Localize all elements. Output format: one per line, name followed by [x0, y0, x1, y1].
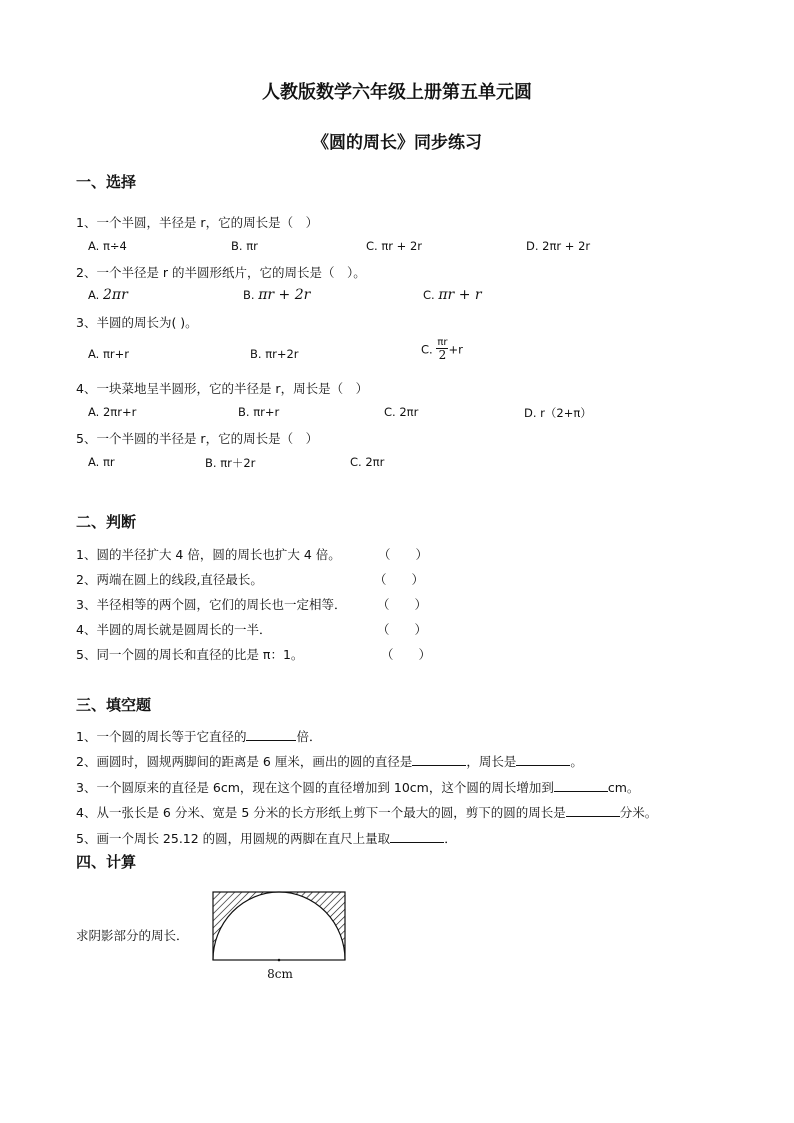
choice-q2-option-a-math: 2πr: [102, 287, 128, 303]
choice-q4-option-d[interactable]: D. r（2+π）: [524, 406, 592, 420]
fill-q2: 2、画圆时，圆规两脚间的距离是 6 厘米，画出的圆的直径是 ，周长是 。: [76, 754, 583, 769]
choice-q1-stem: 1、一个半圆，半径是 r，它的周长是（ ）: [76, 215, 319, 230]
judge-q2-text: 2、两端在圆上的线段,直径最长。: [76, 572, 263, 587]
choice-q3-option-a[interactable]: A. πr+r: [88, 347, 129, 361]
center-point: [278, 959, 281, 962]
fill-q5: 5、画一个周长 25.12 的圆，用圆规的两脚在直尺上量取 ．: [76, 831, 457, 846]
choice-q2-option-c-math: πr + r: [438, 287, 482, 303]
dimension-label: 8cm: [267, 967, 293, 981]
fill-q2-blank-circumference[interactable]: [516, 753, 570, 766]
fill-q5-blank[interactable]: [390, 830, 444, 843]
fill-q3-blank[interactable]: [554, 779, 608, 792]
judge-q4-text: 4、半圆的周长就是圆周长的一半．: [76, 622, 272, 637]
fill-q4: 4、从一张长是 6 分米、宽是 5 分米的长方形纸上剪下一个最大的圆，剪下的圆的周长是 分米。: [76, 805, 658, 820]
section-fill-heading: 三、填空题: [76, 696, 152, 714]
judge-q3-text: 3、半径相等的两个圆，它们的周长也一定相等．: [76, 597, 347, 612]
section-choice-heading: 一、选择: [76, 173, 137, 191]
section-judge-heading: 二、判断: [76, 513, 137, 531]
fill-q1: 1、一个圆的周长等于它直径的 倍．: [76, 729, 322, 744]
choice-q3-fraction: $\frac{\pi r}{2}$: [437, 337, 448, 362]
shaded-area-figure: [205, 886, 355, 982]
choice-q5-option-c[interactable]: C. 2πr: [350, 455, 385, 469]
choice-q2-option-b[interactable]: B. πr + 2r: [243, 287, 311, 303]
judge-q5-text: 5、同一个圆的周长和直径的比是 π：1。: [76, 647, 304, 662]
choice-q1-option-c[interactable]: C. πr + 2r: [366, 239, 422, 253]
judge-q1-text: 1、圆的半径扩大 4 倍，圆的周长也扩大 4 倍。: [76, 547, 341, 562]
hatched-region: [213, 892, 345, 960]
choice-q5-stem: 5、一个半圆的半径是 r，它的周长是（ ）: [76, 431, 319, 446]
section-calc-heading: 四、计算: [76, 853, 137, 871]
choice-q2-stem: 2、一个半径是 r 的半圆形纸片，它的周长是（ ）。: [76, 265, 366, 280]
choice-q4-stem: 4、一块菜地呈半圆形，它的半径是 r，周长是（ ）: [76, 381, 369, 396]
judge-q3-answer[interactable]: （ ）: [377, 597, 428, 612]
fill-q1-blank[interactable]: [246, 728, 296, 741]
judge-q1-answer[interactable]: （ ）: [378, 547, 429, 562]
fill-q2-blank-diameter[interactable]: [412, 753, 466, 766]
choice-q3-stem: 3、半圆的周长为( )。: [76, 315, 198, 330]
choice-q2-option-a[interactable]: A. 2πr: [88, 287, 128, 303]
choice-q3-option-b[interactable]: B. πr+2r: [250, 347, 299, 361]
judge-q5-answer[interactable]: （ ）: [381, 647, 432, 662]
choice-q5-option-a[interactable]: A. πr: [88, 455, 115, 469]
choice-q3-option-c[interactable]: C. $\frac{\pi r}{2}$ +r: [421, 337, 463, 362]
choice-q2-option-b-math: πr + 2r: [258, 287, 311, 303]
choice-q1-option-a[interactable]: A. π÷4: [88, 239, 127, 253]
calc-prompt: 求阴影部分的周长．: [76, 928, 189, 943]
judge-q2-answer[interactable]: （ ）: [374, 572, 425, 587]
choice-q2-option-c[interactable]: C. πr + r: [423, 287, 482, 303]
choice-q4-option-c[interactable]: C. 2πr: [384, 405, 419, 419]
choice-q5-option-b[interactable]: B. πr＋2r: [205, 456, 256, 470]
page-title: 人教版数学六年级上册第五单元圆: [262, 82, 532, 103]
fill-q4-blank[interactable]: [566, 804, 620, 817]
choice-q4-option-b[interactable]: B. πr+r: [238, 405, 280, 419]
choice-q4-option-a[interactable]: A. 2πr+r: [88, 405, 137, 419]
fill-q3: 3、一个圆原来的直径是 6cm，现在这个圆的直径增加到 10cm，这个圆的周长增加到 cm。: [76, 780, 640, 795]
page-subtitle: 《圆的周长》同步练习: [312, 133, 482, 153]
choice-q1-option-d[interactable]: D. 2πr + 2r: [526, 239, 591, 253]
judge-q4-answer[interactable]: （ ）: [377, 622, 428, 637]
choice-q1-option-b[interactable]: B. πr: [231, 239, 258, 253]
